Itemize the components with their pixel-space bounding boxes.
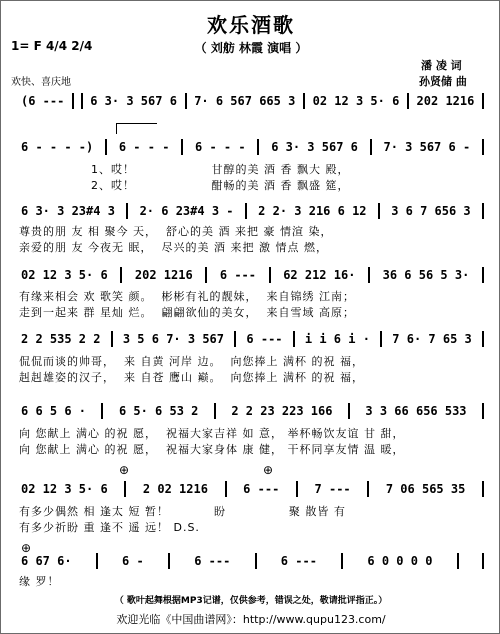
measure: 6 - - - -)	[21, 140, 94, 154]
lyric-line: 有缘来相会 欢 歌笑 颜。 彬彬有礼的靓妹， 来自锦绣 江南；	[19, 290, 355, 303]
performers: （ 刘舫 林霞 演唱 ）	[194, 41, 308, 55]
coda-sign-icon: ⊕	[263, 463, 274, 477]
measure: 6 3· 3 567 6	[271, 140, 358, 154]
measure: i i 6 i ·	[304, 332, 370, 346]
measure: 6 5· 6 53 2	[118, 404, 199, 418]
lyric-line-verse-2: 有多少祈盼 重 逢不 遥 远！ D.S.	[19, 521, 200, 534]
lyric-line: 有多少偶然 相 逢太 短 暂！ 盼 聚 散皆 有	[19, 505, 346, 518]
measure: 6 3· 3 23#4 3	[21, 204, 115, 218]
lyric-line: 向 您献上 满心 的祝 愿， 祝福大家吉祥 如 意， 举杯畅饮友谊 甘 甜，	[19, 427, 405, 440]
measure: 7 06 565 35	[385, 482, 466, 496]
lyric-line-verse-2: 走到一起来 群 星灿 烂。 翩翩欲仙的美女， 来自雪域 高原；	[19, 306, 355, 319]
measure: 62 212 16·	[283, 268, 356, 282]
measure: 6 ---	[246, 332, 283, 346]
lyric-line: 尊贵的朋 友 相 聚今 天， 舒心的美 酒 来把 豪 情渲 染，	[19, 225, 333, 238]
coda-sign-icon: ⊕	[119, 463, 130, 477]
score-line-2	[19, 133, 485, 161]
measure: 6 67 6·	[21, 554, 72, 568]
measure: 02 12 3 5· 6	[312, 94, 400, 108]
measure: 7· 6 567 665 3	[194, 94, 296, 108]
measure: 202 1216	[416, 94, 475, 108]
measure: 3 5 6 7· 3 567	[122, 332, 225, 346]
measure: 202 1216	[134, 268, 193, 282]
lyric-line-verse-2: 赳赳雄姿的汉子， 来 自苍 鹰山 巅。 向您捧上 满杯 的祝 福，	[19, 371, 364, 384]
measure: 2· 6 23#4 3 -	[139, 204, 234, 218]
measure: 7 6· 7 65 3	[392, 332, 472, 346]
coda-sign-icon: ⊕	[21, 541, 32, 555]
site-footer-link[interactable]: 欢迎光临《中国曲谱网》：http://www.qupu123.com/	[116, 613, 386, 626]
lyric-line-verse-2: 2、哎！ 酣畅的美 酒 香 飘盛 筵，	[91, 179, 350, 192]
score-line-4	[19, 261, 485, 289]
measure: 02 12 3 5· 6	[21, 268, 108, 282]
measure: 6 6 5 6 ·	[21, 404, 87, 418]
score-line-5	[19, 325, 485, 353]
measure: (6 ---	[21, 94, 65, 108]
song-title: 欢乐酒歌	[207, 13, 295, 37]
measure: 3 3 66 656 533	[365, 404, 467, 418]
score-line-8	[19, 547, 485, 575]
transcription-note: （ 歌叶起舞根据MP3记谱，仅供参考，错误之处，敬请批评指正。）	[114, 596, 388, 606]
measure: 6 -	[122, 554, 144, 568]
tempo-marking: 欢快、喜庆地	[11, 77, 71, 88]
measure: 02 12 3 5· 6	[21, 482, 108, 496]
lyricist: 潘 凌 词	[421, 59, 462, 72]
measure: 6 ---	[280, 554, 317, 568]
score-line-6	[19, 397, 485, 425]
measure: 36 6 56 5 3·	[382, 268, 470, 282]
score-line-1	[19, 87, 485, 115]
measure: 6 3· 3 567 6	[90, 94, 177, 108]
measure: 6 ---	[243, 482, 280, 496]
lyric-line: 缘 罗！	[19, 575, 60, 588]
lyric-line: 1、哎！ 甘醇的美 酒 香 飘大 殿，	[91, 163, 350, 176]
measure: 2 2· 3 216 6 12	[258, 204, 367, 218]
measure: 2 2 535 2 2	[21, 332, 101, 346]
measure: 2 02 1216	[142, 482, 208, 496]
measure: 7· 3 567 6 -	[383, 140, 471, 154]
measure: 6 - - -	[118, 140, 170, 154]
measure: 6 - - -	[195, 140, 246, 154]
score-line-3	[19, 197, 485, 225]
score-line-7	[19, 475, 485, 503]
measure: 3 6 7 656 3	[391, 204, 471, 218]
measure: 2 2 23 223 166	[231, 404, 333, 418]
measure: 6 0 0 0 0	[367, 554, 433, 568]
measure: 7 ---	[314, 482, 351, 496]
measure: 6 ---	[219, 268, 256, 282]
composer: 孙贤储 曲	[419, 75, 467, 88]
key-signature: 1= F 4/4 2/4	[11, 39, 93, 53]
measure: 6 ---	[194, 554, 231, 568]
lyric-line-verse-2: 亲爱的朋 友 今夜无 眠， 尽兴的美 酒 来把 激 情点 燃，	[19, 241, 328, 254]
lyric-line-verse-2: 向 您献上 满心 的祝 愿， 祝福大家身体 康 健， 干杯同享友情 温 暖，	[19, 443, 405, 456]
lyric-line: 侃侃而谈的帅哥， 来 自黄 河岸 边。 向您捧上 满杯 的祝 福，	[19, 355, 364, 368]
